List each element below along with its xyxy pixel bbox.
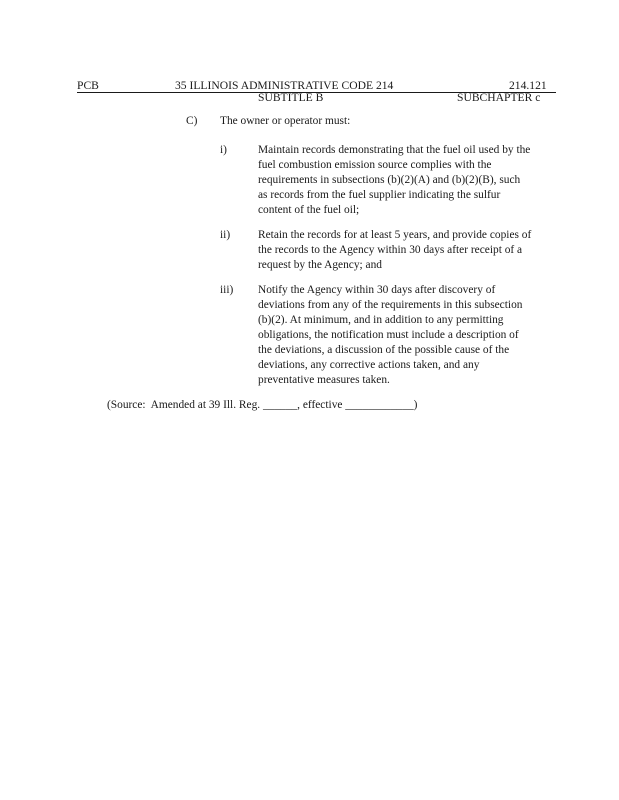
source-note: (Source: Amended at 39 Ill. Reg. ______, effective ____________)	[107, 399, 418, 411]
text-line: fuel combustion emission source complies with the	[258, 159, 492, 171]
item-ii-label: ii)	[220, 229, 231, 241]
text-line: Notify the Agency within 30 days after discovery of	[258, 284, 496, 296]
header-code-title: 35 ILLINOIS ADMINISTRATIVE CODE 214	[175, 79, 394, 92]
text-line: preventative measures taken.	[258, 374, 390, 386]
header-agency: PCB	[77, 79, 99, 92]
text-line: request by the Agency; and	[258, 259, 382, 271]
item-iii-label: iii)	[220, 284, 234, 296]
header-subtitle: SUBTITLE B	[258, 91, 324, 104]
item-ii-paragraph	[258, 228, 558, 273]
item-iii-paragraph	[258, 283, 558, 388]
text-line: the records to the Agency within 30 days after receipt of a	[258, 244, 523, 256]
text-line: as records from the fuel supplier indicating the sulfur	[258, 189, 501, 201]
item-i-label: i)	[220, 144, 227, 156]
item-i-paragraph	[258, 143, 558, 218]
subsection-c-text: The owner or operator must:	[220, 115, 351, 127]
text-line: content of the fuel oil;	[258, 204, 360, 216]
text-line: deviations from any of the requirements in this subsection	[258, 299, 523, 311]
header-section-number: 214.121	[509, 79, 547, 92]
text-line: Maintain records demonstrating that the fuel oil used by the	[258, 144, 531, 156]
text-line: Retain the records for at least 5 years, and provide copies of	[258, 229, 532, 241]
text-line: the deviations, a discussion of the possible cause of the	[258, 344, 510, 356]
text-line: requirements in subsections (b)(2)(A) and (b)(2)(B), such	[258, 174, 521, 186]
text-line: deviations, any corrective actions taken, and any	[258, 359, 480, 371]
header-subchapter: SUBCHAPTER c	[457, 91, 541, 104]
text-line: (b)(2). At minimum, and in addition to any permitting	[258, 314, 504, 326]
text-line: obligations, the notification must include a description of	[258, 329, 519, 341]
subsection-c-label: C)	[186, 115, 198, 127]
